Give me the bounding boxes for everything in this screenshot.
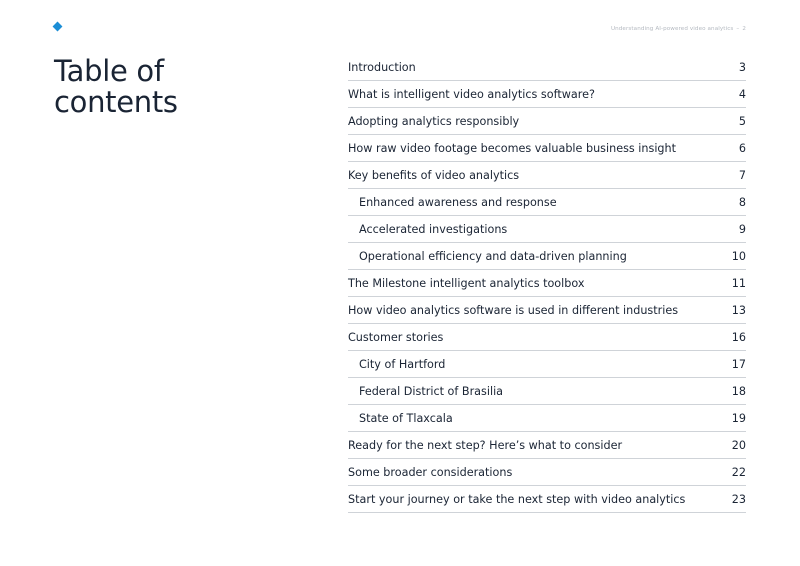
running-header-separator: – xyxy=(736,26,740,32)
page-title xyxy=(54,56,294,118)
toc-entry[interactable] xyxy=(348,486,746,513)
toc-entry[interactable] xyxy=(348,459,746,486)
toc-entry-label: Enhanced awareness and response xyxy=(359,195,557,209)
toc-entry[interactable] xyxy=(348,270,746,297)
toc-entry-page-number: 18 xyxy=(731,384,746,398)
toc-subentry[interactable] xyxy=(348,243,746,270)
toc-entry-label: Accelerated investigations xyxy=(359,222,508,236)
toc-entry-label: Start your journey or take the next step with video analytics xyxy=(348,492,686,506)
toc-entry-label: City of Hartford xyxy=(359,357,446,371)
toc-entry-label: State of Tlaxcala xyxy=(359,411,453,425)
toc-entry-page-number: 9 xyxy=(738,222,746,236)
toc-entry[interactable] xyxy=(348,297,746,324)
toc-entry-label: Introduction xyxy=(348,60,416,74)
toc-entry-label: Federal District of Brasilia xyxy=(359,384,504,398)
toc-entry-label: Key benefits of video analytics xyxy=(348,168,520,182)
toc-entry-label: Some broader considerations xyxy=(348,465,513,479)
toc-subentry[interactable] xyxy=(348,216,746,243)
toc-entry-label: How video analytics software is used in different industries xyxy=(348,303,679,317)
running-header-page-number: 2 xyxy=(742,26,746,32)
toc-entry-page-number: 23 xyxy=(731,492,746,506)
toc-entry[interactable] xyxy=(348,81,746,108)
toc-entry-label: What is intelligent video analytics software? xyxy=(348,87,595,101)
toc-entry-label: Operational efficiency and data-driven planning xyxy=(359,249,627,263)
toc-entry-page-number: 5 xyxy=(738,114,746,128)
toc-entry-label: Customer stories xyxy=(348,330,444,344)
toc-entry-page-number: 19 xyxy=(731,411,746,425)
toc-subentry[interactable] xyxy=(348,405,746,432)
toc-entry-page-number: 7 xyxy=(738,168,746,182)
page-title-line-2: contents xyxy=(54,85,178,119)
toc-entry[interactable] xyxy=(348,432,746,459)
toc-entry-page-number: 3 xyxy=(738,60,746,74)
page-title-line-1: Table of xyxy=(54,54,164,88)
toc-entry[interactable] xyxy=(348,54,746,81)
toc-entry-label: How raw video footage becomes valuable business insight xyxy=(348,141,677,155)
toc-subentry[interactable] xyxy=(348,378,746,405)
toc-entry[interactable] xyxy=(348,162,746,189)
toc-entry-page-number: 20 xyxy=(731,438,746,452)
toc-entry-page-number: 10 xyxy=(731,249,746,263)
toc-subentry[interactable] xyxy=(348,189,746,216)
toc-entry[interactable] xyxy=(348,324,746,351)
toc-entry[interactable] xyxy=(348,108,746,135)
toc-subentry[interactable] xyxy=(348,351,746,378)
toc-entry-page-number: 6 xyxy=(738,141,746,155)
table-of-contents xyxy=(348,54,746,513)
brand-diamond-icon xyxy=(53,22,63,32)
toc-entry-page-number: 8 xyxy=(738,195,746,209)
toc-entry-label: The Milestone intelligent analytics toolbox xyxy=(348,276,585,290)
toc-entry[interactable] xyxy=(348,135,746,162)
toc-entry-page-number: 16 xyxy=(731,330,746,344)
toc-entry-label: Adopting analytics responsibly xyxy=(348,114,520,128)
toc-entry-label: Ready for the next step? Here’s what to consider xyxy=(348,438,623,452)
toc-entry-page-number: 17 xyxy=(731,357,746,371)
toc-entry-page-number: 4 xyxy=(738,87,746,101)
toc-entry-page-number: 22 xyxy=(731,465,746,479)
toc-entry-page-number: 13 xyxy=(731,303,746,317)
running-header-title: Understanding AI-powered video analytics xyxy=(610,26,734,32)
toc-entry-page-number: 11 xyxy=(731,276,746,290)
running-header xyxy=(611,26,746,32)
